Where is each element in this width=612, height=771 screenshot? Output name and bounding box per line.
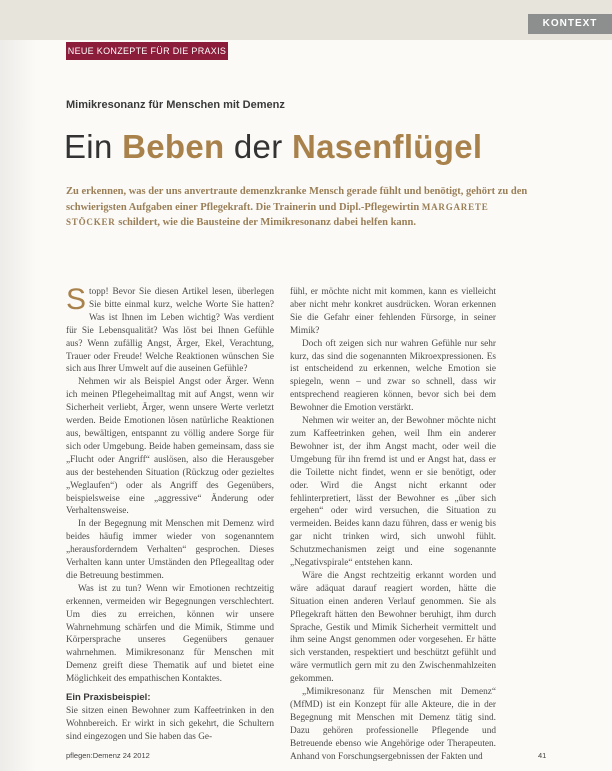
body-paragraph: Stopp! Bevor Sie diesen Artikel lesen, überlegen Sie bitte einmal kurz, welche Worte Sie hatten? Was ist Ihnen im Leben wichtig? Was verdient für Sie Lebensqualität? Was löst bei Ihnen Gefühle aus? Wenn zufällig Angst, Ärger, Ekel, Verachtung, Trauer oder Freude! Welche Reaktionen wünschen Sie sich aus Ihrer Umwelt auf die auseinen Gefühle? [66, 283, 274, 375]
title-part-3: der [233, 128, 283, 165]
article-title [64, 128, 482, 166]
top-band [0, 0, 612, 40]
title-part-1: Ein [64, 128, 113, 165]
gutter-shadow [0, 0, 36, 771]
page-number: 41 [538, 751, 547, 760]
body-paragraph: „Mimikresonanz für Menschen mit Demenz“ (MfMD) ist ein Konzept für alle Akteure, die in der Begegnung mit Menschen mit Demenz tätig sind. Dazu gehören professionelle Pflegende und Betreuende ebenso wie Angehörige oder Therapeuten. Anhand von Forschungsergebnissen der Fakten und [290, 687, 496, 762]
body-column-right [290, 286, 496, 762]
body-paragraph: Nehmen wir weiter an, der Bewohner möchte nicht zum Kaffeetrinken gehen, weil Ihm ein anderer Bewohner ist, der ihm Angst macht, oder weil die Umgebung für ihn fremd ist und er Angst hat, dass er die Toilette nicht findet, wenn er sie benötigt, oder oder. Wird die Angst nicht erkannt oder fehlinterpretiert, lässt der Bewohner es „über sich ergehen“ oder wird versuchen, die Situation zu vermeiden. Beides kann dazu führen, dass er wenig bis gar nicht trinken wird, sich unwohl fühlt. Schutzmechanismen zeigt und eine sogenannte „Negativspirale“ entstehen kann. [290, 416, 496, 569]
title-part-2: Beben [122, 128, 225, 165]
body-paragraph: fühl, er möchte nicht mit kommen, kann es vielleicht aber nicht mehr konkret ausdrücken. Woran erkennen Sie die Gefahr einer fehlenden Fürsorge, in seiner Mimik? [290, 287, 496, 336]
drop-cap: S [66, 283, 87, 316]
lead-text-end: schildert, wie die Bausteine der Mimikresonanz dabei helfen kann. [118, 217, 416, 229]
footer-publication: pflegen:Demenz 24 2012 [66, 751, 150, 760]
body-column-left [66, 283, 274, 750]
section-label: KONTEXT [528, 14, 612, 34]
title-part-4: Nasenflügel [291, 128, 483, 165]
lead-text: Zu erkennen, was der uns anvertraute demenzkranke Mensch gerade fühlt und benötigt, gehört zu den schwierigsten Aufgaben einer Pflegekraft. Die Trainerin und Dipl.-Pflegewirtin [66, 186, 528, 213]
body-paragraph: Doch oft zeigen sich nur wahren Gefühle nur sehr kurz, das sind die sogenannten Mikroexpressionen. Es ist entscheidend zu erkennen, welche Emotion sie spiegeln, wenn – und zwar so schnell, dass wir entsprechend reagieren können, bevor sich bei dem Bewohner die Emotion verstärkt. [290, 338, 496, 414]
series-tag: NEUE KONZEPTE FÜR DIE PRAXIS [66, 42, 228, 60]
body-paragraph: Wäre die Angst rechtzeitig erkannt worden und wäre adäquat darauf reagiert worden, hätte die Situation einen anderen Verlauf genommen. Sie als Pflegekraft hätten den Bewohner beruhigt, ihm durch Sprache, Gestik und Mimik Sicherheit vermittelt und ihm seine Angst genommen oder vorgesehen. Er hätte sich verstanden, respektiert und beschützt gefühlt und wäre vermutlich gern mit zu den Zwischenmahlzeiten gekommen. [290, 570, 496, 685]
article-kicker: Mimikresonanz für Menschen mit Demenz [66, 99, 285, 111]
body-paragraph: In der Begegnung mit Menschen mit Demenz wird beides häufig immer wieder von sogenanntem „herausforderndem Verhalten“ gesprochen. Dieses Verhalten kann unter Umständen den Pflegealltag oder die Betreuung bestimmen. [66, 519, 274, 581]
body-paragraph: Sie sitzen einen Bewohner zum Kaffeetrinken in den Wohnbereich. Er wirkt in sich gekehrt, die Schultern sind eingezogen und Sie haben das Ge- [66, 706, 274, 742]
article-lead [66, 184, 536, 231]
lead-author: MARGARETE STÖCKER [66, 201, 489, 228]
body-paragraph: Nehmen wir als Beispiel Angst oder Ärger. Wenn ich meinen Pflegeheimalltag mit auf Angst, wenn wir Sicherheit verliebt, Ärger, wenn unsere Werte verletzt werden. Beide Emotionen lösen natürliche Reaktionen aus, bewältigen, entspannt zu völlig andere Sorge für sich oder Umgebung. Beide haben gemeinsam, dass sie „Flucht oder Angriff“ auslösen, also die Herausgeber aus der bestehenden Situation (Rückzug oder gezieltes „Weglaufen“) oder als Angriff des Gegenübers, beispielsweise eine „aggressive“ Änderung oder Verhaltensweise. [66, 377, 274, 517]
section-subhead: Ein Praxisbeispiel: [66, 692, 151, 704]
body-paragraph: Was ist zu tun? Wenn wir Emotionen rechtzeitig erkennen, vermeiden wir Begegnungen verschlechtert. Um dies zu erreichen, können wir unsere Wahrnehmung schärfen und die Mimik, Stimme und Körpersprache unseres Gegenübers genauer wahrnehmen. Mimikresonanz für Menschen mit Demenz greift diese Thematik auf und bietet eine Möglichkeit des empathischen Kontaktes. [66, 583, 274, 685]
